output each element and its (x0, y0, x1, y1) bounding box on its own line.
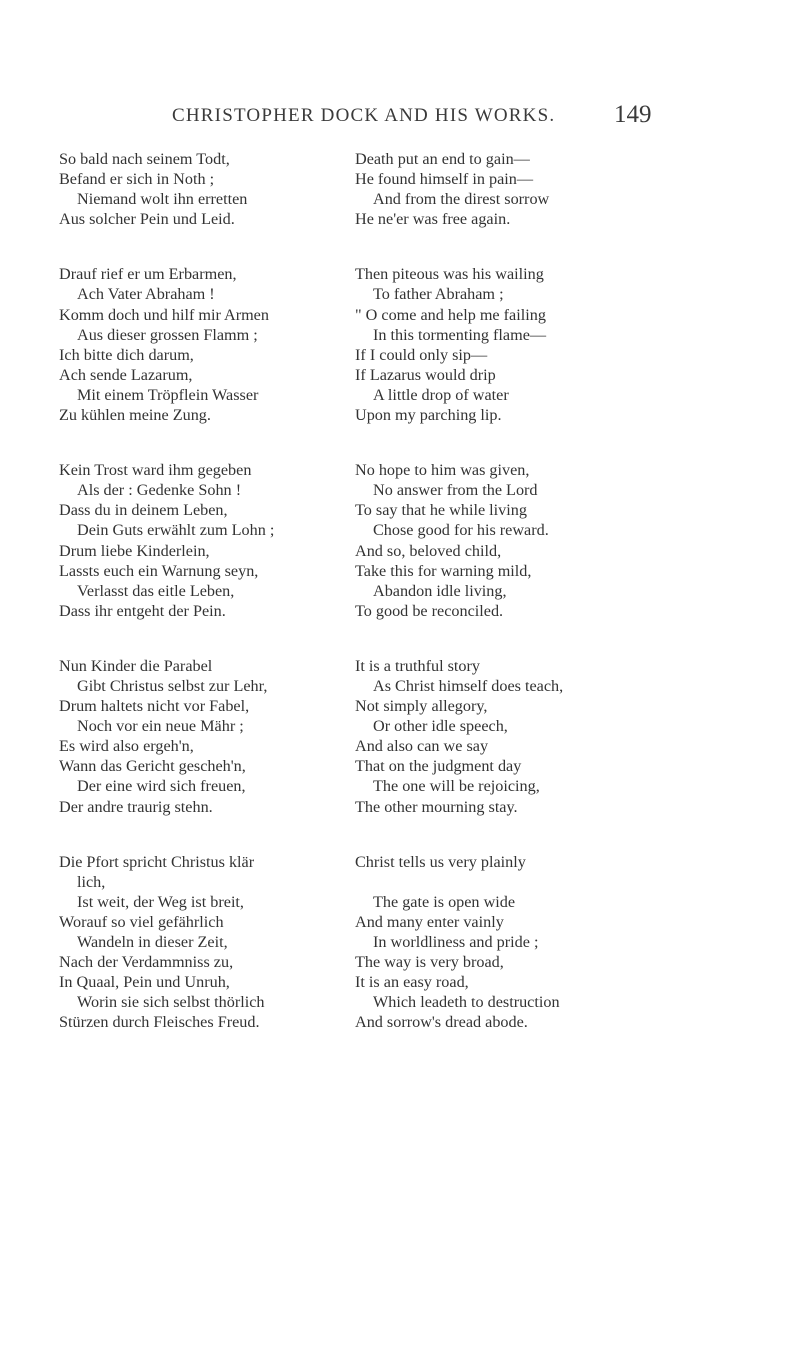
english-verse-line: And also can we say (355, 737, 489, 756)
german-verse-line: lich, (77, 872, 106, 891)
english-stanza (355, 656, 655, 817)
german-verse-line: Wann das Gericht gescheh'n, (59, 757, 246, 776)
english-stanza (355, 460, 655, 621)
english-verse-line: And sorrow's dread abode. (355, 1013, 528, 1032)
english-verse-line: The gate is open wide (373, 892, 516, 911)
german-stanza (59, 149, 349, 229)
german-verse-line: Kein Trost ward ihm gegeben (59, 461, 252, 480)
german-verse-line: So bald nach seinem Todt, (59, 150, 230, 168)
english-verse-line: The other mourning stay. (355, 797, 518, 816)
english-verse-line: No hope to him was given, (355, 461, 530, 480)
english-verse-line: Christ tells us very plainly (355, 852, 526, 871)
german-verse-line: Gibt Christus selbst zur Lehr, (77, 676, 268, 695)
english-verse-line: Chose good for his reward. (373, 521, 549, 540)
english-verse-line: Then piteous was his wailing (355, 265, 544, 284)
german-verse-line: Drum liebe Kinderlein, (59, 541, 210, 560)
running-head: CHRISTOPHER DOCK AND HIS WORKS. (172, 105, 556, 126)
english-verse-line: And so, beloved child, (355, 541, 502, 560)
english-column (355, 149, 655, 1067)
english-verse-line: It is a truthful story (355, 656, 480, 675)
english-verse-line: Take this for warning mild, (355, 561, 532, 580)
english-verse-line: " O come and help me failing (355, 305, 546, 324)
english-verse-line: He found himself in pain— (355, 170, 534, 189)
german-verse-line: Als der : Gedenke Sohn ! (77, 481, 242, 500)
german-verse-line: Mit einem Tröpflein Wasser (77, 385, 259, 404)
german-verse-line: Drum haltets nicht vor Fabel, (59, 697, 250, 716)
english-verse-line: No answer from the Lord (373, 481, 538, 500)
german-stanza (59, 852, 349, 1033)
german-verse-line: Verlasst das eitle Leben, (77, 581, 235, 600)
german-verse-line: Ach Vater Abraham ! (77, 285, 215, 304)
english-verse-line: Death put an end to gain— (355, 150, 530, 168)
english-verse-line: If Lazarus would drip (355, 365, 496, 384)
german-verse-line: Nach der Verdammniss zu, (59, 953, 234, 972)
german-verse-line: Aus dieser grossen Flamm ; (77, 325, 258, 344)
english-verse-line: A little drop of water (373, 385, 509, 404)
english-verse-line: As Christ himself does teach, (373, 676, 564, 695)
english-verse-line: To father Abraham ; (373, 285, 504, 304)
english-stanza (355, 149, 655, 229)
english-verse-line: Abandon idle living, (373, 581, 507, 600)
english-verse-line: To good be reconciled. (355, 601, 504, 620)
german-verse-line: Drauf rief er um Erbarmen, (59, 265, 237, 284)
english-verse-line: In worldliness and pride ; (373, 933, 539, 951)
german-verse-line: Befand er sich in Noth ; (59, 170, 215, 189)
german-stanza (59, 656, 349, 817)
german-column (59, 149, 349, 1067)
german-verse-line: Dein Guts erwählt zum Lohn ; (77, 521, 275, 540)
english-stanza (355, 852, 655, 1033)
german-verse-line: Es wird also ergeh'n, (59, 737, 194, 756)
english-verse-line: The one will be rejoicing, (373, 777, 540, 796)
german-verse-line: Komm doch und hilf mir Armen (59, 305, 269, 324)
german-verse-line: Stürzen durch Fleisches Freud. (59, 1013, 260, 1032)
english-verse-line: He ne'er was free again. (355, 210, 511, 229)
english-verse-line: It is an easy road, (355, 973, 469, 992)
german-verse-line: Nun Kinder die Parabel (59, 656, 213, 675)
german-verse-line: Der eine wird sich freuen, (77, 777, 246, 796)
english-verse-line: Not simply allegory, (355, 697, 488, 716)
german-verse-line: Dass du in deinem Leben, (59, 501, 228, 520)
english-stanza (355, 264, 655, 425)
german-verse-line: Ich bitte dich darum, (59, 345, 194, 364)
english-verse-line (355, 872, 655, 892)
english-verse-line: The way is very broad, (355, 953, 504, 972)
english-verse-line: If I could only sip— (355, 345, 488, 364)
english-verse-line: And from the direst sorrow (373, 190, 550, 209)
german-verse-line: Niemand wolt ihn erretten (77, 190, 248, 209)
page-number: 149 (614, 101, 652, 128)
english-verse-line: Which leadeth to destruction (373, 993, 560, 1012)
german-verse-line: Noch vor ein neue Mähr ; (77, 717, 244, 736)
english-verse-line: Or other idle speech, (373, 717, 508, 736)
german-verse-line: Lassts euch ein Warnung seyn, (59, 561, 259, 580)
german-verse-line: Ist weit, der Weg ist breit, (77, 892, 244, 911)
german-verse-line: Worin sie sich selbst thörlich (77, 993, 265, 1012)
english-verse-line: Upon my parching lip. (355, 406, 502, 425)
english-verse-line: That on the judgment day (355, 757, 522, 776)
german-verse-line: Dass ihr entgeht der Pein. (59, 601, 226, 620)
german-verse-line: Wandeln in dieser Zeit, (77, 933, 228, 951)
german-stanza (59, 460, 349, 621)
german-verse-line: Die Pfort spricht Christus klär (59, 852, 255, 871)
german-verse-line: Ach sende Lazarum, (59, 365, 193, 384)
german-verse-line: Der andre traurig stehn. (59, 797, 213, 816)
german-stanza (59, 264, 349, 425)
german-verse-line: In Quaal, Pein und Unruh, (59, 973, 230, 992)
english-verse-line: To say that he while living (355, 501, 527, 520)
english-verse-line: In this tormenting flame— (373, 325, 547, 344)
english-verse-line: And many enter vainly (355, 912, 504, 931)
german-verse-line: Aus solcher Pein und Leid. (59, 210, 235, 229)
german-verse-line: Worauf so viel gefährlich (59, 912, 224, 931)
german-verse-line: Zu kühlen meine Zung. (59, 406, 211, 425)
